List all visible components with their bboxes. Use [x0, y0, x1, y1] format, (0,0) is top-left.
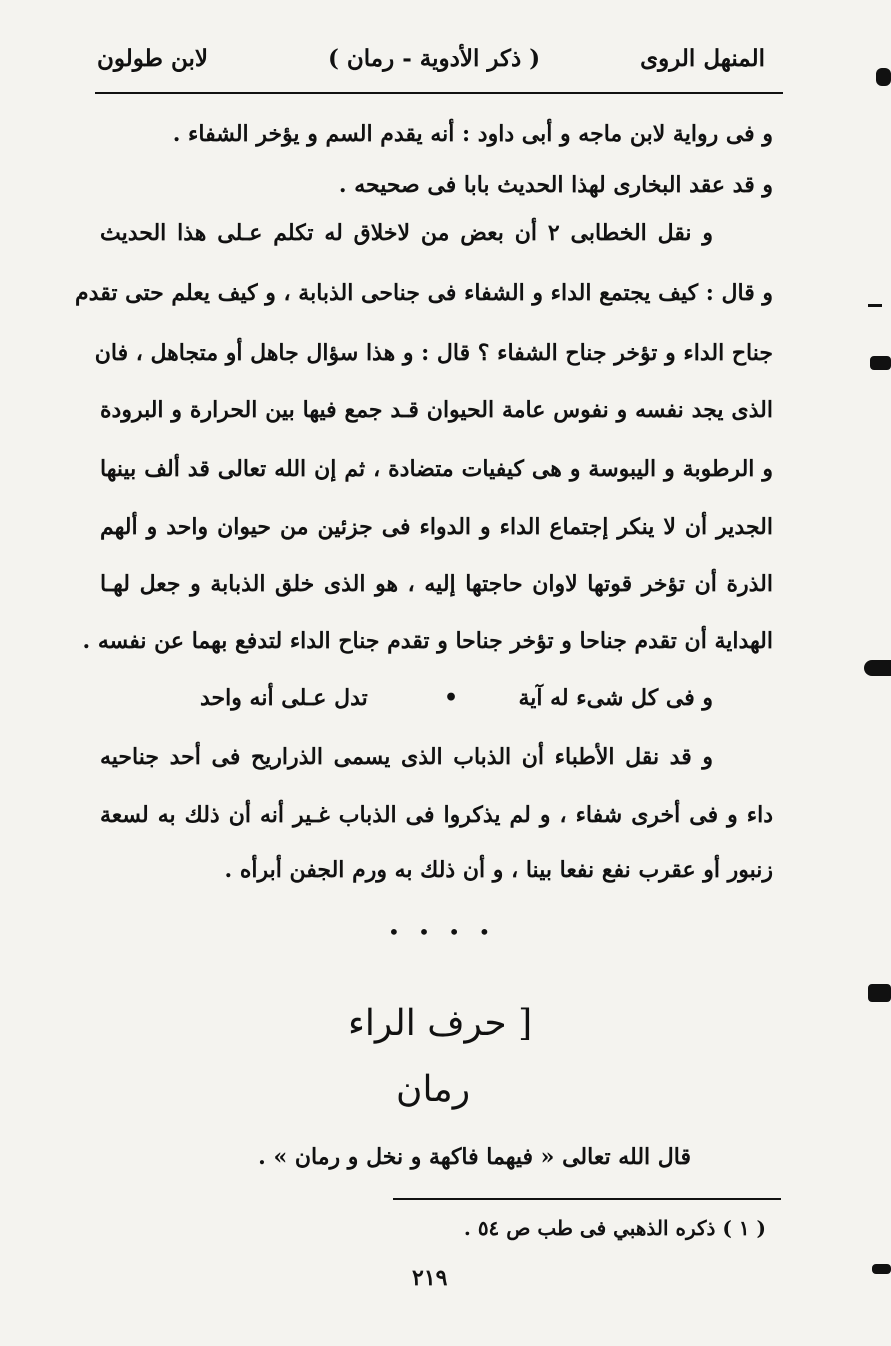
section-heading: [ حرف الراء — [348, 1003, 533, 1044]
body-line: الذرة أن تؤخر قوتها لاوان حاجتها إليه ، هو الذى خلق الذبابة و جعل لهـا — [100, 571, 773, 597]
scan-edge-mark — [868, 304, 882, 307]
scan-edge-mark — [868, 984, 891, 1002]
body-line: و نقل الخطابى ٢ أن بعض من لاخلاق له تكلم عـلى هذا الحديث — [100, 220, 713, 246]
body-line: الجدير أن لا ينكر إجتماع الداء و الدواء فى جزئين من حيوان واحد و ألهم — [100, 514, 773, 540]
body-line: الهداية أن تقدم جناحا و تؤخر جناحا و تقدم جناح الداء لتدفع بهما عن نفسه . — [82, 628, 773, 654]
body-line: و قال : كيف يجتمع الداء و الشفاء فى جناحى الذبابة ، و كيف يعلم حتى تقدم — [75, 280, 773, 306]
entry-title: رمان — [396, 1069, 471, 1110]
body-line: داء و فى أخرى شفاء ، و لم يذكروا فى الذباب غـير أنه أن ذلك به لسعة — [100, 802, 773, 828]
body-line: و الرطوبة و اليبوسة و هى كيفيات متضادة ، ثم إن الله تعالى قد ألف بينها — [100, 456, 773, 482]
footnote-rule — [393, 1198, 781, 1200]
running-header-section: ( ذكر الأدوية - رمان ) — [328, 45, 541, 72]
body-line: و فى رواية لابن ماجه و أبى داود : أنه يقدم السم و يؤخر الشفاء . — [172, 121, 773, 147]
body-line: و قد نقل الأطباء أن الذباب الذى يسمى الذراريح فى أحد جناحيه — [100, 744, 713, 770]
scan-edge-mark — [876, 68, 891, 86]
scan-edge-mark — [872, 1264, 891, 1274]
body-line: و قد عقد البخارى لهذا الحديث بابا فى صحيحه . — [338, 172, 773, 198]
quran-quote: قال الله تعالى « فيهما فاكهة و نخل و رمان » . — [258, 1144, 691, 1170]
section-separator: • • • • — [388, 920, 497, 944]
body-line: الذى يجد نفسه و نفوس عامة الحيوان قـد جمع فيها بين الحرارة و البرودة — [100, 397, 773, 423]
header-rule — [95, 92, 783, 94]
running-header-book-title: المنهل الروى — [640, 45, 765, 72]
running-header-author: لابن طولون — [97, 45, 209, 72]
body-line: زنبور أو عقرب نفع نفعا بينا ، و أن ذلك به ورم الجفن أبرأه . — [224, 857, 773, 883]
verse-second-hemistich: تدل عـلى أنه واحد — [200, 685, 368, 711]
scan-edge-mark — [864, 660, 891, 676]
verse-separator-dot: • — [443, 685, 458, 711]
body-line: جناح الداء و تؤخر جناح الشفاء ؟ قال : و هذا سؤال جاهل أو متجاهل ، فان — [94, 340, 773, 366]
scan-edge-mark — [870, 356, 891, 370]
verse-first-hemistich: و فى كل شىء له آية — [518, 685, 713, 711]
page-number: ٢١٩ — [412, 1265, 448, 1291]
footnote: ( ١ ) ذكره الذهبي فى طب ص ٥٤ . — [463, 1216, 766, 1240]
